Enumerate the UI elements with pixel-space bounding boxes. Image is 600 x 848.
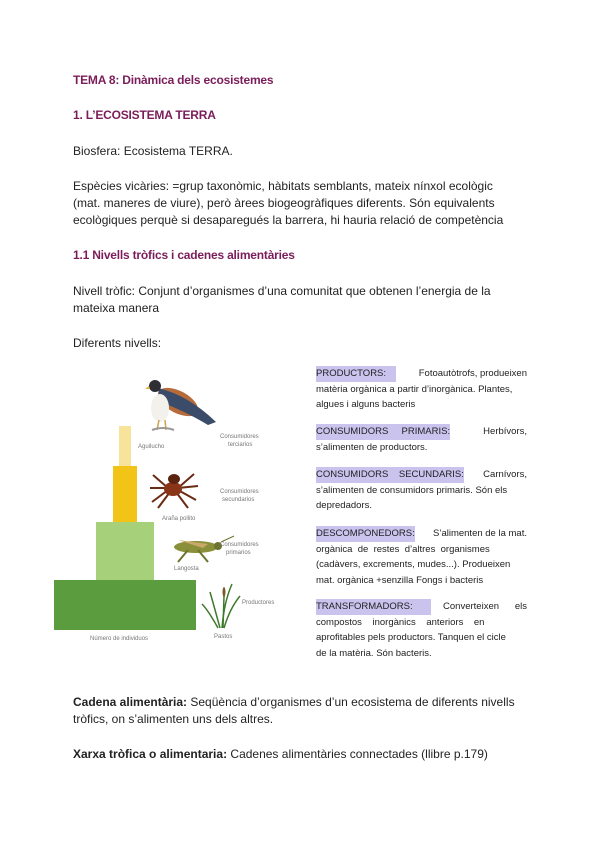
label-consumidores-secundarios-2: secundarios [222, 497, 255, 503]
level-transformadors-line1 [316, 599, 527, 615]
level-productors-line1 [316, 366, 527, 382]
level-transformadors-text2: compostos inorgànics anteriors en [316, 616, 485, 628]
level-descomponedors [316, 526, 527, 588]
term-productors: PRODUCTORS: [316, 366, 396, 382]
label-productores: Productores [242, 600, 275, 606]
level-consumidors-secundaris [316, 467, 527, 514]
document-title: TEMA 8: Dinàmica dels ecosistemes [73, 73, 274, 87]
term-consumidors-primaris: CONSUMIDORS PRIMARIS: [316, 424, 450, 440]
trophic-pyramid-figure [38, 370, 298, 650]
level-productors-text1: Fotoautòtrofs, produeixen [418, 368, 527, 379]
level-consumidors-primaris [316, 424, 527, 455]
term-descomponedors: DESCOMPONEDORS: [316, 526, 415, 542]
level-secundaris-text1: Carnívors, [483, 469, 527, 480]
level-transformadors-text4: de la matèria. Són bacteris. [316, 647, 432, 659]
nivell-line-2: mateixa manera [73, 301, 160, 315]
level-descomponedors-line1 [316, 526, 527, 542]
cadena-line-2: tròfics, on s’alimenten uns dels altres. [73, 712, 274, 726]
label-langosta: Langosta [174, 566, 199, 572]
section-heading-ecosistema-terra: 1. L’ECOSISTEMA TERRA [73, 108, 216, 122]
term-consumidors-secundaris: CONSUMIDORS SECUNDARIS: [316, 467, 464, 483]
term-transformadors: TRANSFORMADORS: [316, 599, 431, 615]
level-productors-text3: algues i alguns bacteris [316, 399, 416, 410]
level-secundaris-text3: depredadors. [316, 500, 372, 511]
especies-line-1: Espècies vicàries: =grup taxonòmic, hàbitats semblants, mateix nínxol ecològic [73, 179, 493, 193]
level-productors [316, 366, 527, 413]
level-secundaris-text2: s’alimenten de consumidors primaris. Són els [316, 484, 508, 496]
paragraph-nivell-trofic [73, 283, 528, 317]
grass-icon [202, 584, 240, 628]
paragraph-biosfera: Biosfera: Ecosistema TERRA. [73, 144, 233, 158]
level-primaris-text2: s’alimenten de productors. [316, 441, 428, 453]
especies-line-3: ecològiques perquè si desaparegués la barrera, hi hauria relació de competència [73, 213, 504, 227]
spider-icon [150, 474, 198, 508]
cadena-line-1 [73, 694, 528, 711]
level-transformadors-text3: aprofitables pels productors. Tanquen el cicle [316, 632, 506, 643]
level-descomponedors-text1: S’alimenten de la mat. [433, 528, 527, 539]
tertiary-consumers-bar [119, 426, 131, 466]
cadena-text-1: Seqüència d’organismes d’un ecosistema de diferents nivells [187, 695, 515, 709]
grasshopper-icon [174, 536, 234, 562]
primary-consumers-bar [96, 522, 154, 580]
xarxa-term: Xarxa tròfica o alimentaria: [73, 747, 228, 761]
paragraph-diferents-nivells: Diferents nivells: [73, 336, 162, 350]
paragraph-cadena-alimentaria [73, 694, 528, 728]
label-numero-individuos: Número de individuos [90, 636, 149, 642]
level-secundaris-line1 [316, 467, 527, 483]
nivell-line-1: Nivell tròfic: Conjunt d’organismes d’una comunitat que obtenen l’energia de la [73, 284, 491, 298]
level-descomponedors-text3: (cadàvers, excrements, mudes...). Produeixen [316, 559, 511, 570]
level-primaris-line1 [316, 424, 527, 440]
xarxa-text: Cadenes alimentàries connectades (llibre p.179) [227, 747, 488, 761]
label-pastos: Pastos [214, 634, 233, 640]
hawk-icon [145, 380, 216, 430]
paragraph-xarxa-trofica [73, 746, 528, 763]
level-transformadors-text1: Converteixen els [443, 601, 527, 612]
cadena-term: Cadena alimentària: [73, 695, 188, 709]
level-transformadors [316, 599, 527, 661]
label-aguilucho: Aguilucho [138, 444, 165, 450]
secondary-consumers-bar [113, 466, 137, 522]
level-productors-text2: matèria orgànica a partir d’inorgànica. Plantes, [316, 383, 513, 395]
level-descomponedors-text4: mat. orgànica +senzilla Fongs i bacteris [316, 574, 484, 586]
label-consumidores-primarios-2: primarios [226, 550, 251, 556]
section-heading-nivells-trofics: 1.1 Nivells tròfics i cadenes alimentàries [73, 248, 295, 262]
level-descomponedors-text2: orgànica de restes d’altres organismes [316, 543, 490, 555]
producers-bar [54, 580, 196, 630]
label-arana-pollito: Araña pollito [162, 516, 196, 522]
especies-line-2: (mat. maneres de viure), però àrees biogeogràfiques diferents. Són equivalents [73, 196, 495, 210]
paragraph-especies-vicaries [73, 178, 528, 229]
label-consumidores-secundarios-1: Consumidores [220, 489, 259, 495]
label-consumidores-terciarios-2: terciarios [228, 442, 253, 448]
label-consumidores-terciarios-1: Consumidores [220, 434, 259, 440]
label-consumidores-primarios-1: Consumidores [220, 542, 259, 548]
level-primaris-text1: Herbívors, [483, 426, 527, 437]
